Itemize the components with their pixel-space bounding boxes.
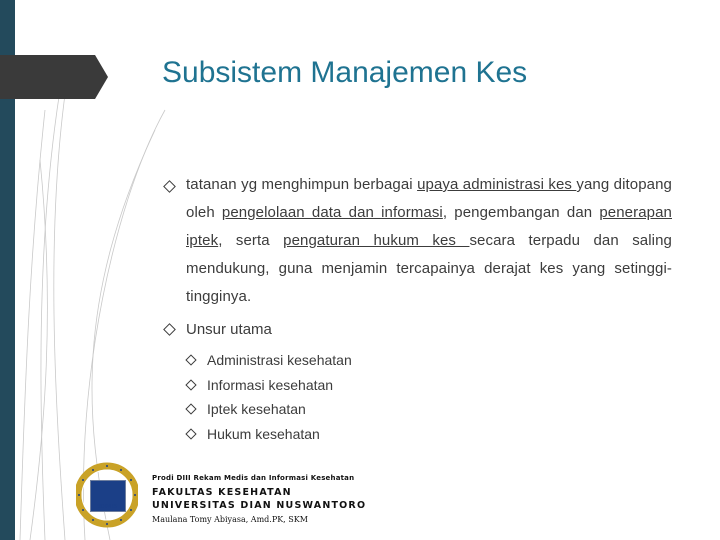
text-segment: secara terpadu dan saling mendukung, guna menjamin tercapainya derajat kes yang setinggi-tingginya. (186, 232, 673, 305)
footer-author: Maulana Tomy Abiyasa, Amd.PK, SKM (152, 515, 308, 524)
footer-university: UNIVERSITAS DIAN NUSWANTORO (152, 500, 367, 511)
underlined-term: pengaturan hukum kes (283, 232, 470, 249)
footer-program: Prodi DIII Rekam Medis dan Informasi Kesehatan (152, 474, 355, 482)
list-item-label: Informasi kesehatan (207, 376, 334, 393)
footer-text-block (152, 474, 366, 524)
underlined-term: pengelolaan data dan informasi (221, 204, 443, 221)
diamond-bullet-icon (185, 379, 196, 390)
underlined-term: penerapan iptek (186, 204, 672, 249)
text-segment: , serta (218, 232, 284, 249)
page-title: Subsistem Manajemen Kes (162, 56, 528, 89)
diamond-bullet-icon (185, 428, 196, 439)
content-area (162, 176, 672, 446)
sub-list (184, 348, 672, 446)
list-item (184, 422, 672, 447)
text-segment: yang ditopang oleh (186, 176, 672, 221)
list-item-label: Hukum kesehatan (207, 425, 320, 442)
title-tab-shape (0, 55, 108, 99)
footer-faculty: FAKULTAS KESEHATAN (152, 487, 292, 498)
bullet-unsur-utama (162, 321, 672, 338)
unsur-utama-label: Unsur utama (186, 321, 272, 338)
footer (76, 462, 436, 532)
text-segment: , pengembangan dan (442, 204, 600, 221)
logo-text: UDINUS (97, 504, 117, 510)
diamond-bullet-icon (163, 180, 176, 193)
list-item (184, 348, 672, 373)
diamond-bullet-icon (185, 355, 196, 366)
diamond-bullet-icon (163, 323, 176, 336)
list-item (184, 373, 672, 398)
list-item (184, 397, 672, 422)
diamond-bullet-icon (185, 404, 196, 415)
underlined-term: upaya administrasi kes (417, 176, 577, 193)
bullet-definition (162, 176, 672, 311)
list-item-label: Iptek kesehatan (207, 401, 306, 418)
list-item-label: Administrasi kesehatan (207, 352, 352, 369)
university-logo (76, 462, 138, 528)
text-segment: tatanan yg menghimpun berbagai (186, 176, 418, 193)
definition-paragraph (186, 171, 672, 311)
